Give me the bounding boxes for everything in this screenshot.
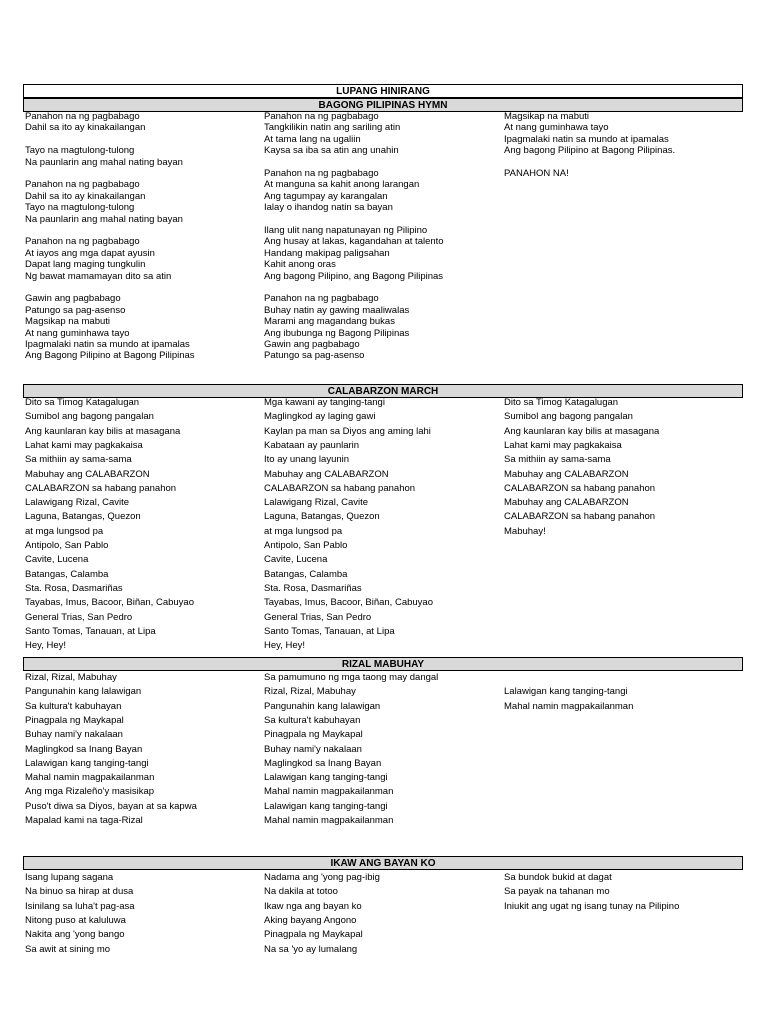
lyric-line: Lahat kami may pagkakaisa [504, 439, 622, 451]
section-title-calabarzon-march: CALABARZON MARCH [23, 384, 743, 398]
lyric-line: Sa payak na tahanan mo [504, 886, 610, 898]
lyric-line: Patungo sa pag-asenso [25, 304, 126, 316]
lyric-line: At tama lang na ugaliin [264, 133, 361, 145]
lyric-line: Panahon na ng pagbabago [25, 111, 140, 122]
lyric-line: Rizal, Rizal, Mabuhay [25, 672, 117, 683]
lyric-line: Lalawigan kang tanging-tangi [264, 772, 388, 784]
lyric-line: Magsikap na mabuti [504, 111, 590, 122]
lyric-line: PANAHON NA! [504, 168, 569, 179]
lyric-line: Isang lupang sagana [25, 872, 114, 883]
lyric-line: Ang tagumpay ay karangalan [264, 190, 388, 202]
lyric-line: Mahal namin magpakailanman [264, 786, 394, 798]
lyric-line: Buhay nami'y nakalaan [264, 743, 362, 755]
lyric-line: Sa kultura't kabuhayan [25, 700, 122, 712]
lyric-line: Ang kaunlaran kay bilis at masagana [504, 425, 660, 437]
lyric-line: Pangunahin kang lalawigan [25, 686, 142, 698]
lyric-line: Ang Bagong Pilipino at Bagong Pilipinas [25, 350, 195, 362]
lyric-line: Pangunahin kang lalawigan [264, 700, 381, 712]
lyric-line: Sa kultura't kabuhayan [264, 714, 361, 726]
lyric-line: Maglingkod sa Inang Bayan [25, 743, 143, 755]
lyric-line: Kaylan pa man sa Diyos ang aming lahi [264, 425, 431, 437]
lyric-line: Magsikap na mabuti [25, 316, 111, 328]
lyric-line: Ang bagong Pilipino, ang Bagong Pilipinas [264, 270, 444, 282]
lyric-line: Panahon na ng pagbabago [25, 236, 140, 248]
lyric-line: Na paunlarin ang mahal nating bayan [25, 213, 183, 225]
lyric-line: Nitong puso at kaluluwa [25, 914, 126, 926]
lyric-line: Ang ibubunga ng Bagong Pilipinas [264, 327, 410, 339]
lyric-line: Ang bagong Pilipino at Bagong Pilipinas. [504, 145, 676, 157]
lyric-line: Tayo na magtulong-tulong [25, 202, 135, 214]
section-title-rizal-mabuhay: RIZAL MABUHAY [23, 657, 743, 671]
section-title-lupang-hinirang: LUPANG HINIRANG [23, 84, 743, 98]
lyric-line: Mabuhay ang CALABARZON [264, 468, 389, 480]
lyric-line: Dahil sa ito ay kinakailangan [25, 122, 146, 134]
lyric-line: Santo Tomas, Tanauan, at Lipa [264, 625, 395, 637]
lyric-line: Na binuo sa hirap at dusa [25, 886, 134, 898]
lyric-line: Ipagmalaki natin sa mundo at ipamalas [504, 133, 669, 145]
lyric-line: Dahil sa ito ay kinakailangan [25, 190, 146, 202]
lyric-line: Patungo sa pag-asenso [264, 350, 365, 362]
lyric-line: Mabuhay ang CALABARZON [504, 468, 629, 480]
lyric-line: Handang makipag paligsahan [264, 247, 390, 259]
lyric-line: Na sa 'yo ay lumalang [264, 943, 358, 955]
lyric-line: Ang husay at lakas, kagandahan at talento [264, 236, 444, 248]
lyric-line: Mga kawani ay tanging-tangi [264, 397, 385, 408]
lyric-line: Panahon na ng pagbabago [264, 293, 379, 305]
lyric-line: Isinilang sa luha't pag-asa [25, 900, 135, 912]
lyric-line: Kabataan ay paunlarin [264, 439, 360, 451]
lyric-line: Panahon na ng pagbabago [25, 179, 140, 191]
lyric-line: Ipagmalaki natin sa mundo at ipamalas [25, 339, 190, 350]
lyric-line: Hey, Hey! [264, 640, 306, 652]
lyric-line: Sa bundok bukid at dagat [504, 872, 612, 883]
lyric-line: Batangas, Calamba [264, 568, 348, 580]
lyric-line: Mahal namin magpakailanman [25, 772, 155, 784]
lyric-line: Panahon na ng pagbabago [264, 168, 379, 179]
lyric-line: Sta. Rosa, Dasmariñas [25, 582, 123, 594]
lyric-line: Tayabas, Imus, Bacoor, Biñan, Cabuyao [264, 597, 433, 609]
lyric-line: Na dakila at totoo [264, 886, 338, 898]
lyric-line: Tayabas, Imus, Bacoor, Biñan, Cabuyao [25, 597, 194, 609]
lyric-line: Mabuhay! [504, 525, 546, 537]
lyric-line: Mabuhay ang CALABARZON [25, 468, 150, 480]
lyric-line: Dito sa Timog Katagalugan [25, 397, 140, 408]
lyric-line: Mahal namin magpakailanman [504, 700, 634, 712]
lyric-line: Aking bayang Angono [264, 914, 357, 926]
lyric-line: Nakita ang 'yong bango [25, 929, 125, 941]
lyric-line: Pinagpala ng Maykapal [264, 729, 363, 741]
lyric-line: At nang guminhawa tayo [504, 122, 609, 134]
lyric-line: Na paunlarin ang mahal nating bayan [25, 156, 183, 168]
lyric-line: Antipolo, San Pablo [264, 540, 348, 551]
lyric-line: General Trias, San Pedro [264, 611, 372, 623]
lyric-line: Sa mithiin ay sama-sama [504, 454, 611, 466]
lyric-line: Batangas, Calamba [25, 568, 109, 580]
lyric-line: CALABARZON sa habang panahon [25, 482, 177, 494]
lyric-line: Mapalad kami na taga-Rizal [25, 815, 143, 826]
lyric-line: CALABARZON sa habang panahon [504, 511, 656, 523]
lyric-line: Iniukit ang ugat ng isang tunay na Pilipino [504, 900, 680, 912]
lyric-line: Ikaw nga ang bayan ko [264, 900, 362, 912]
lyric-line: Lalawigang Rizal, Cavite [25, 497, 130, 509]
lyric-line: Puso't diwa sa Diyos, bayan at sa kapwa [25, 800, 197, 812]
lyric-line: Ilang ulit nang napatunayan ng Pilipino [264, 225, 428, 236]
lyric-line: Rizal, Rizal, Mabuhay [264, 686, 356, 698]
lyric-line: Laguna, Batangas, Quezon [25, 511, 141, 523]
lyric-line: Gawin ang pagbabago [264, 339, 360, 350]
lyric-line: Gawin ang pagbabago [25, 293, 121, 305]
lyric-line: CALABARZON sa habang panahon [504, 482, 656, 494]
lyric-line: Buhay natin ay gawing maaliwalas [264, 304, 410, 316]
lyric-line: Lalawigang Rizal, Cavite [264, 497, 369, 509]
lyric-line: Sa mithiin ay sama-sama [25, 454, 132, 466]
lyric-line: CALABARZON sa habang panahon [264, 482, 416, 494]
lyric-line: Sa pamumuno ng mga taong may dangal [264, 672, 439, 683]
lyric-line: Ang kaunlaran kay bilis at masagana [25, 425, 181, 437]
lyric-line: Laguna, Batangas, Quezon [264, 511, 380, 523]
lyric-line: Ialay o ihandog natin sa bayan [264, 202, 393, 214]
lyric-line: Nadama ang 'yong pag-ibig [264, 872, 380, 883]
lyric-line: Pinagpala ng Maykapal [25, 714, 124, 726]
lyric-line: at mga lungsod pa [25, 525, 104, 537]
lyric-line: Hey, Hey! [25, 640, 67, 652]
lyric-line: Tangkilikin natin ang sariling atin [264, 122, 401, 134]
lyric-line: Pinagpala ng Maykapal [264, 929, 363, 941]
lyric-line: Ang mga Rizaleño'y masisikap [25, 786, 155, 798]
lyric-line: At iayos ang mga dapat ayusin [25, 247, 155, 259]
lyric-line: Ng bawat mamamayan dito sa atin [25, 270, 172, 282]
lyric-line: Sumibol ang bagong pangalan [504, 411, 633, 423]
lyric-line: General Trias, San Pedro [25, 611, 133, 623]
lyric-line: Mahal namin magpakailanman [264, 815, 394, 826]
lyric-line: Antipolo, San Pablo [25, 540, 109, 551]
lyric-line: At manguna sa kahit anong larangan [264, 179, 420, 191]
lyric-line: at mga lungsod pa [264, 525, 343, 537]
lyric-line: Sumibol ang bagong pangalan [25, 411, 154, 423]
lyric-line: Lalawigan kang tanging-tangi [25, 757, 149, 769]
lyric-line: Dapat lang maging tungkulin [25, 259, 146, 271]
lyric-line: Buhay nami'y nakalaan [25, 729, 123, 741]
lyric-line: Sta. Rosa, Dasmariñas [264, 582, 362, 594]
lyric-line: Panahon na ng pagbabago [264, 111, 379, 122]
lyric-line: Santo Tomas, Tanauan, at Lipa [25, 625, 156, 637]
lyric-line: Lalawigan kang tanging-tangi [504, 686, 628, 698]
lyric-line: Kahit anong oras [264, 259, 336, 271]
section-title-ikaw-ang-bayan-ko: IKAW ANG BAYAN KO [23, 856, 743, 870]
lyric-line: Maglingkod ay laging gawi [264, 411, 376, 423]
lyric-line: Cavite, Lucena [25, 554, 89, 566]
lyric-line: Ito ay unang layunin [264, 454, 350, 466]
lyric-line: Dito sa Timog Katagalugan [504, 397, 619, 408]
lyric-line: Maglingkod sa Inang Bayan [264, 757, 382, 769]
lyric-line: Sa awit at sining mo [25, 943, 111, 955]
lyric-line: At nang guminhawa tayo [25, 327, 130, 339]
lyric-line: Marami ang magandang bukas [264, 316, 395, 328]
lyric-line: Tayo na magtulong-tulong [25, 145, 135, 157]
lyric-line: Cavite, Lucena [264, 554, 328, 566]
lyric-line: Kaysa sa iba sa atin ang unahin [264, 145, 399, 157]
section-title-bagong-pilipinas-hymn: BAGONG PILIPINAS HYMN [23, 98, 743, 112]
lyric-line: Mabuhay ang CALABARZON [504, 497, 629, 509]
lyric-line: Lalawigan kang tanging-tangi [264, 800, 388, 812]
lyric-line: Lahat kami may pagkakaisa [25, 439, 143, 451]
